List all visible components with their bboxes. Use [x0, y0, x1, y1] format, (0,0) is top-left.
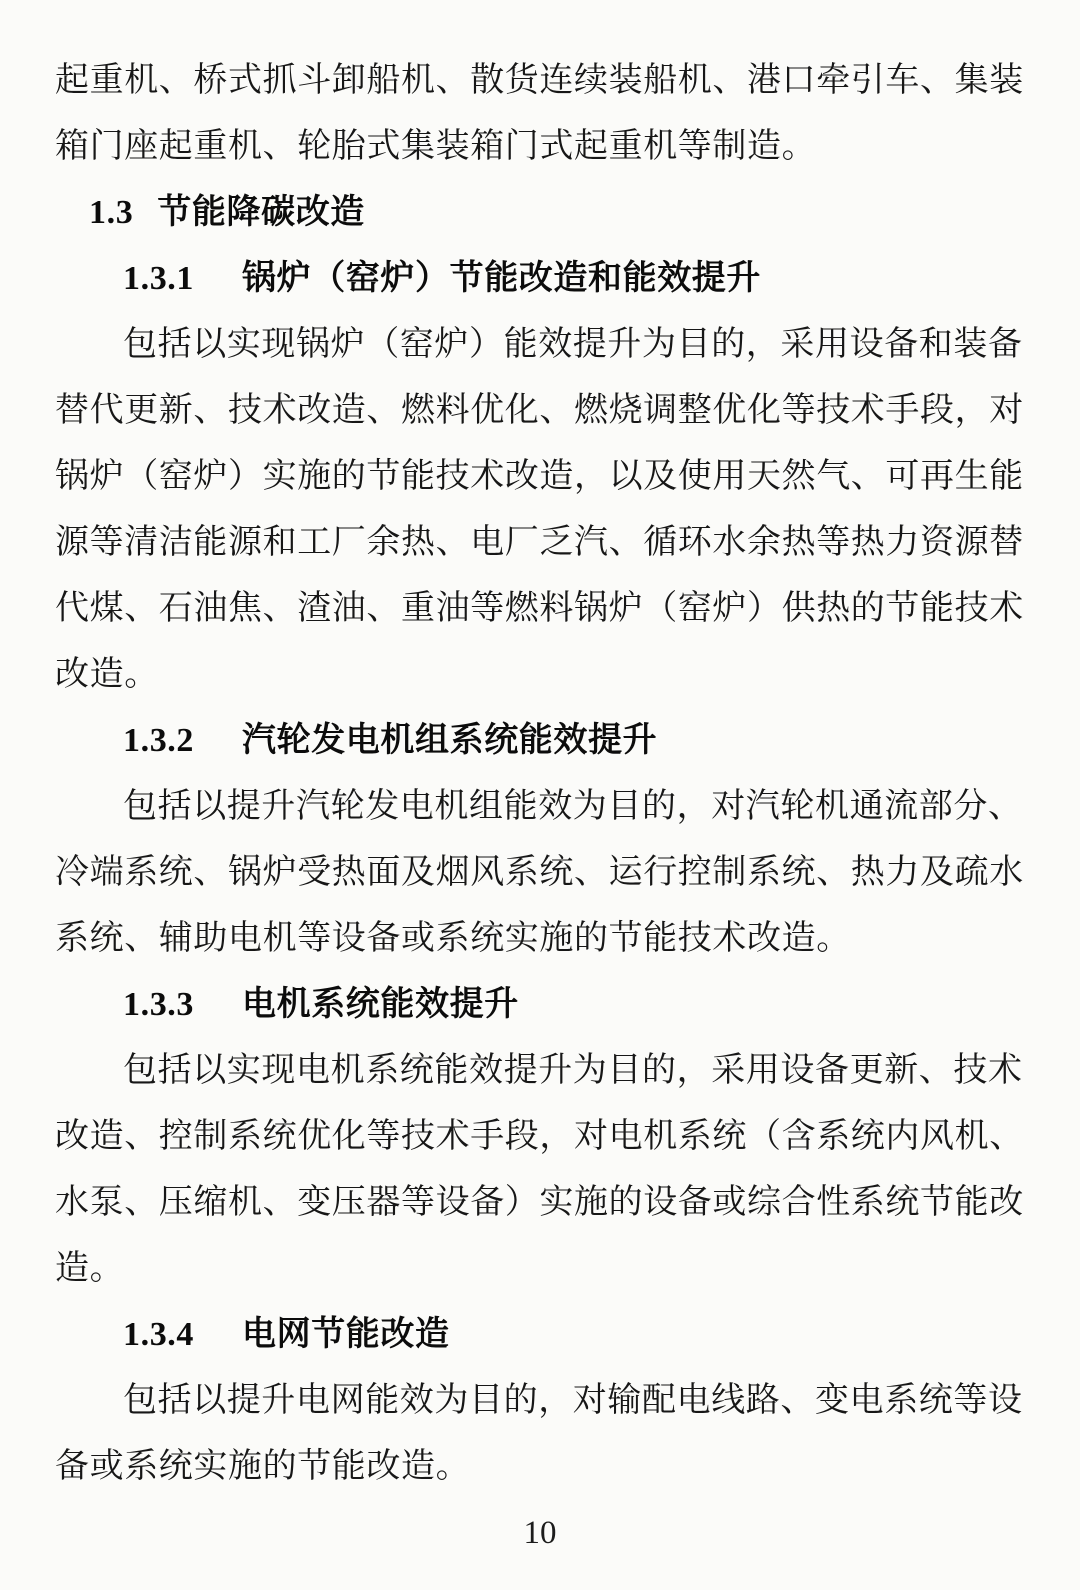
paragraph-line: 包括以提升汽轮发电机组能效为目的，对汽轮机通流部分、: [123, 788, 1023, 825]
paragraph-line: 包括以实现电机系统能效提升为目的，采用设备更新、技术: [123, 1052, 1023, 1089]
paragraph-line: 改造、控制系统优化等技术手段，对电机系统（含系统内风机、: [55, 1118, 1024, 1155]
paragraph-line: 代煤、石油焦、渣油、重油等燃料锅炉（窑炉）供热的节能技术: [55, 590, 1024, 627]
paragraph-line: 冷端系统、锅炉受热面及烟风系统、运行控制系统、热力及疏水: [55, 854, 1024, 891]
text-line: 箱门座起重机、轮胎式集装箱门式起重机等制造。: [55, 128, 817, 165]
heading-title: 汽轮发电机组系统能效提升: [242, 722, 658, 759]
section-heading-1-3-1: [55, 246, 1025, 312]
paragraph-line: 备或系统实施的节能改造。: [55, 1448, 471, 1485]
paragraph-line: 系统、辅助电机等设备或系统实施的节能技术改造。: [55, 920, 851, 957]
heading-title: 电机系统能效提升: [242, 986, 519, 1023]
paragraph-line: 包括以提升电网能效为目的，对输配电线路、变电系统等设: [123, 1382, 1023, 1419]
paragraph-line: 替代更新、技术改造、燃料优化、燃烧调整优化等技术手段，对: [55, 392, 1024, 429]
section-heading-1-3-2: [55, 708, 1025, 774]
heading-number: 1.3.3: [123, 986, 194, 1023]
heading-number: 1.3.2: [123, 722, 194, 759]
heading-number: 1.3.4: [123, 1316, 194, 1353]
text-line: 起重机、桥式抓斗卸船机、散货连续装船机、港口牵引车、集装: [55, 62, 1024, 99]
section-heading-1-3-4: [55, 1302, 1025, 1368]
paragraph-line: 包括以实现锅炉（窑炉）能效提升为目的，采用设备和装备: [123, 326, 1023, 363]
heading-number: 1.3: [89, 194, 134, 231]
heading-title: 锅炉（窑炉）节能改造和能效提升: [242, 260, 761, 297]
paragraph-line: 锅炉（窑炉）实施的节能技术改造，以及使用天然气、可再生能: [55, 458, 1024, 495]
paragraph-line: 水泵、压缩机、变压器等设备）实施的设备或综合性系统节能改: [55, 1184, 1024, 1221]
paragraph-line: 改造。: [55, 656, 159, 693]
page-number: 10: [523, 1515, 557, 1551]
section-heading-1-3: [55, 180, 1025, 246]
heading-number: 1.3.1: [123, 260, 194, 297]
paragraph-line: 造。: [55, 1250, 125, 1287]
paragraph-line: 源等清洁能源和工厂余热、电厂乏汽、循环水余热等热力资源替: [55, 524, 1024, 561]
heading-title: 电网节能改造: [242, 1316, 450, 1353]
heading-title: 节能降碳改造: [157, 194, 365, 231]
section-heading-1-3-3: [55, 972, 1025, 1038]
